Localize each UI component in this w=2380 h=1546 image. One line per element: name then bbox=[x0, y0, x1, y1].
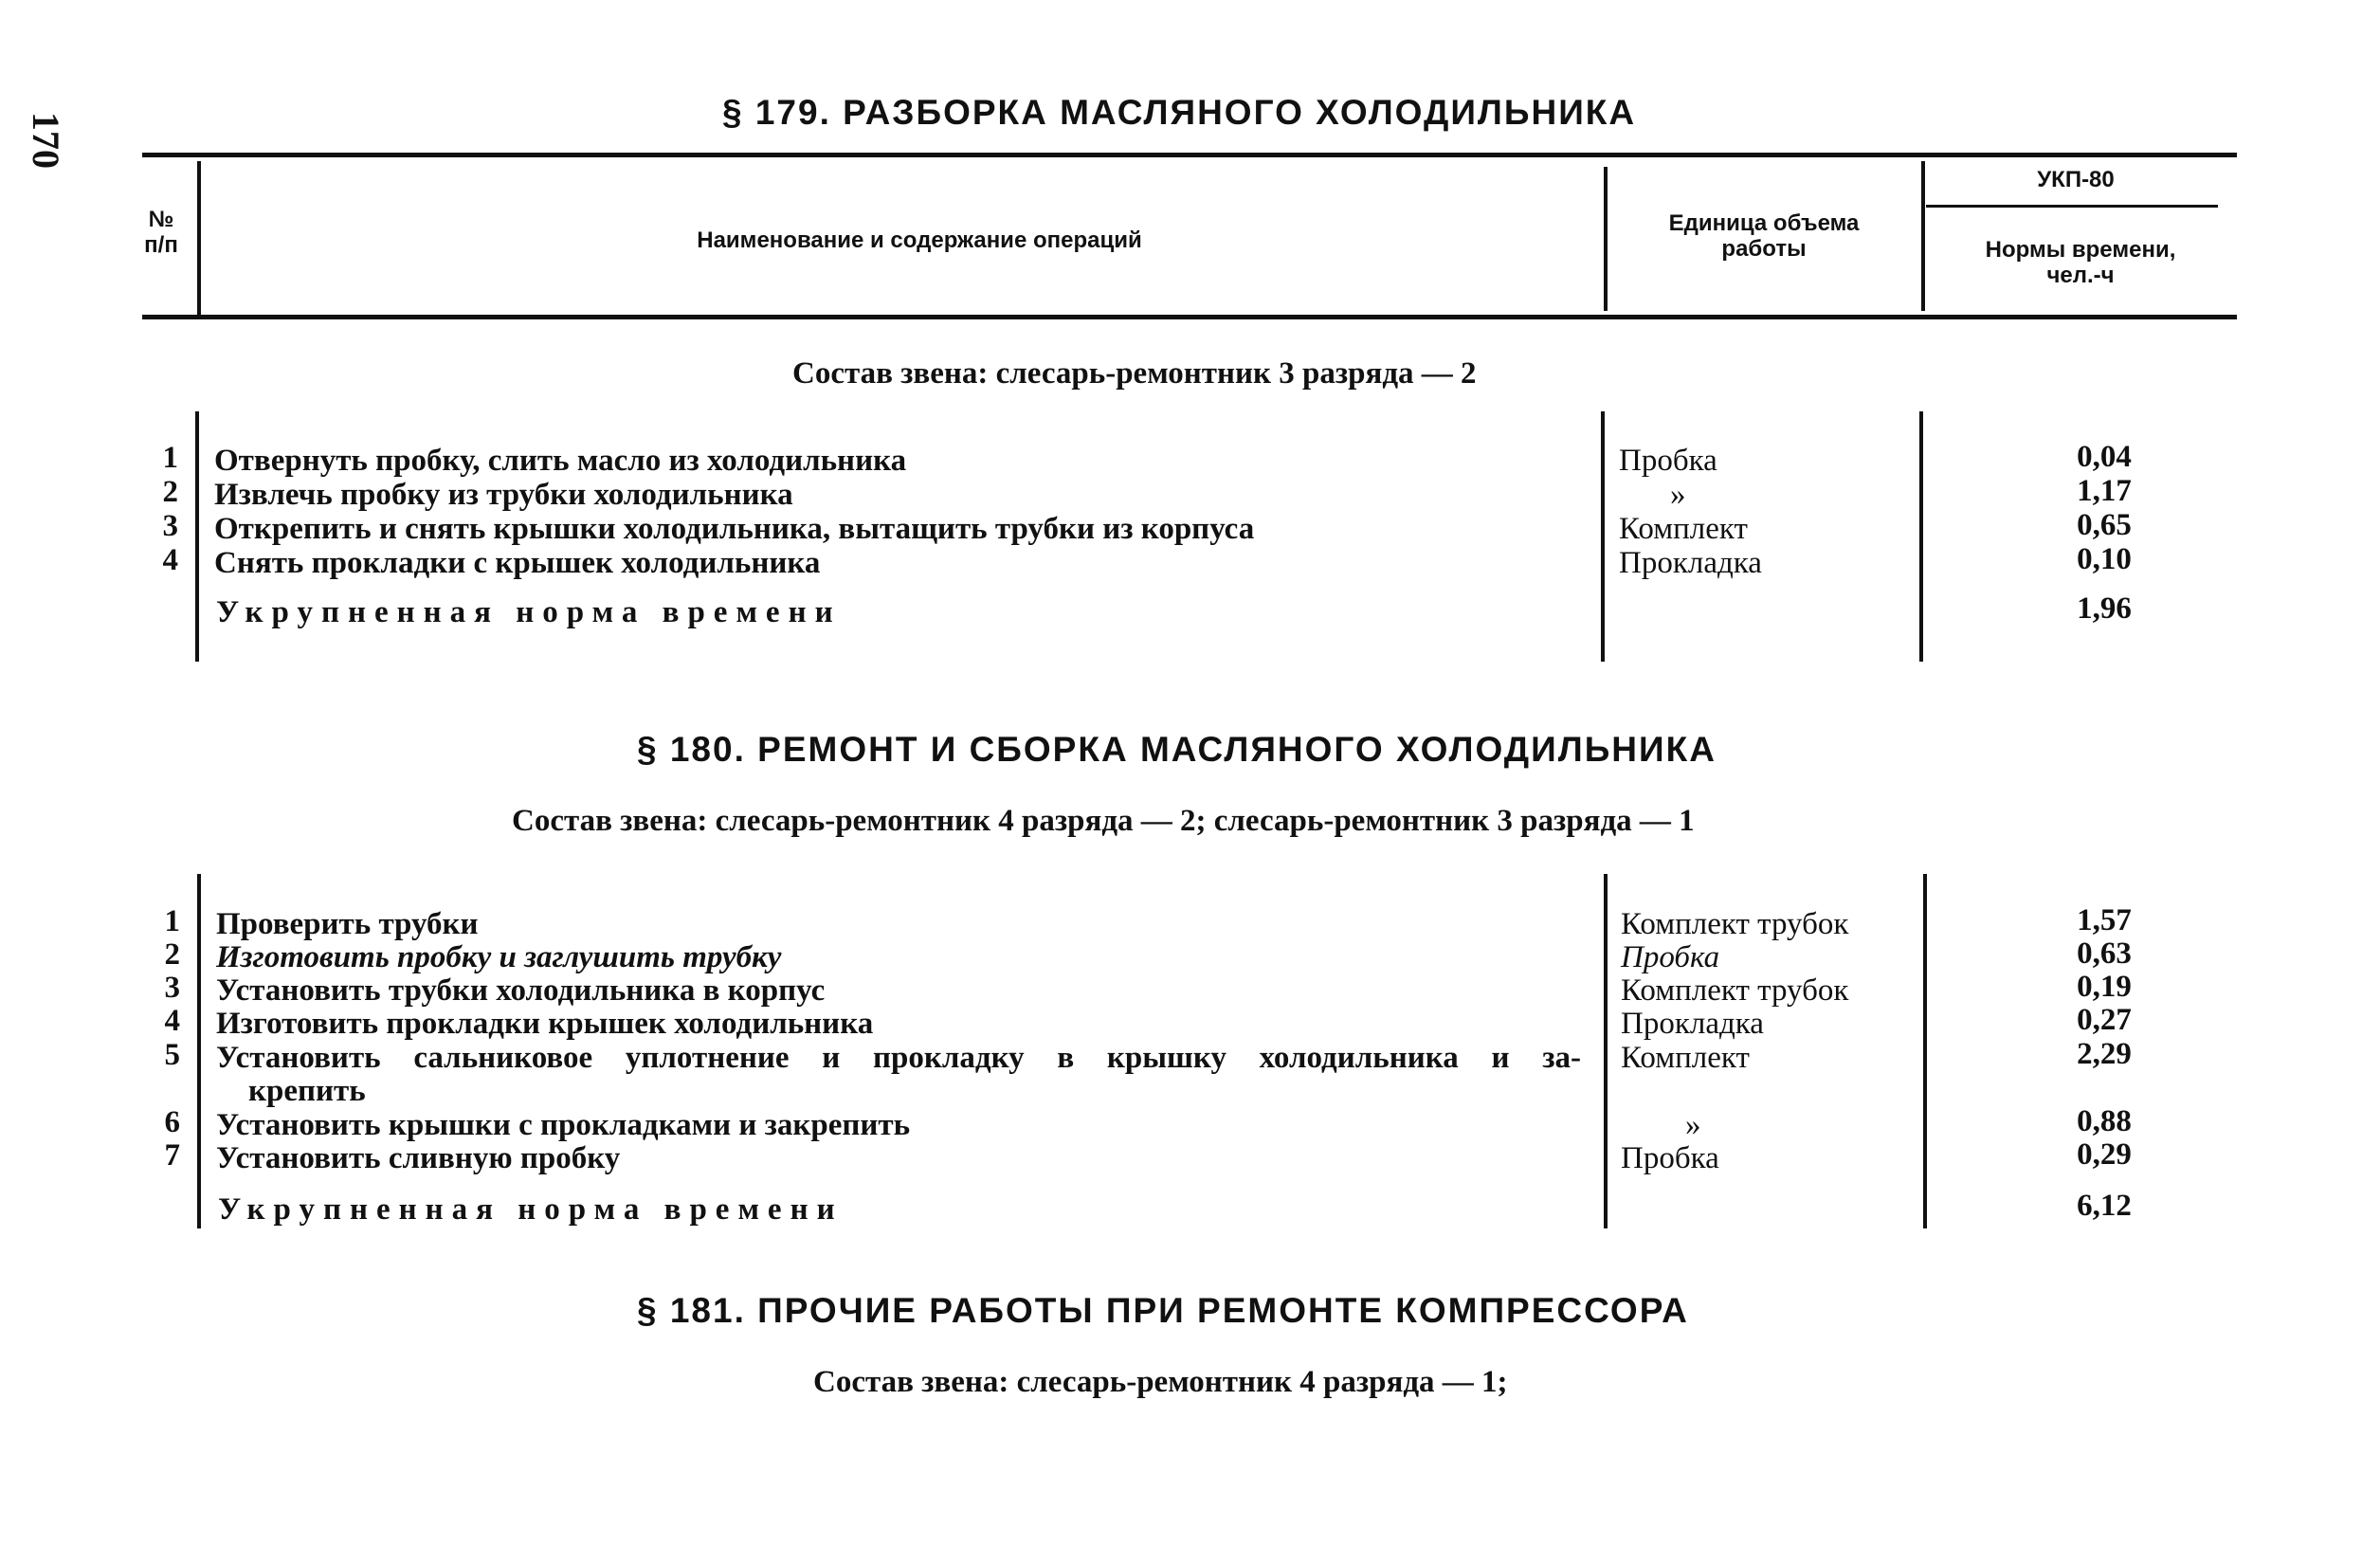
s179-sep-2 bbox=[1601, 411, 1605, 662]
s179-row4-unit: Прокладка bbox=[1619, 546, 1762, 580]
section-180-title: § 180. РЕМОНТ И СБОРКА МАСЛЯНОГО ХОЛОДИЛЬНИКА bbox=[637, 730, 1717, 769]
s180-total-value: 6,12 bbox=[2077, 1189, 2132, 1223]
s180-row6-num: 6 bbox=[164, 1105, 180, 1139]
s180-row5-unit: Комплект bbox=[1621, 1041, 1750, 1075]
s180-row1-op: Проверить трубки bbox=[216, 907, 479, 941]
s180-row5-op: Установить сальниковое уплотнение и прокладку в крышку холодильника и за- bbox=[216, 1041, 1581, 1075]
s180-row3-value: 0,19 bbox=[2077, 970, 2132, 1004]
s179-row3-unit: Комплект bbox=[1619, 512, 1748, 546]
s180-row6-value: 0,88 bbox=[2077, 1104, 2132, 1138]
s180-row5-value: 2,29 bbox=[2077, 1037, 2132, 1071]
header-col-name: Наименование и содержание операций bbox=[697, 227, 1142, 253]
s179-total-value: 1,96 bbox=[2077, 591, 2132, 626]
s179-row2-op: Извлечь пробку из трубки холодильника bbox=[214, 478, 793, 512]
s180-row2-value: 0,63 bbox=[2077, 937, 2132, 971]
s180-row6-unit: » bbox=[1685, 1108, 1701, 1142]
s180-row3-unit: Комплект трубок bbox=[1621, 973, 1849, 1008]
page-number: 170 bbox=[25, 112, 67, 169]
s180-sep-2 bbox=[1604, 874, 1608, 1228]
s179-row1-unit: Пробка bbox=[1619, 444, 1717, 478]
s180-row5-num: 5 bbox=[164, 1038, 180, 1072]
header-col-group: УКП-80 bbox=[2037, 167, 2115, 192]
header-col-num: № п/п bbox=[144, 207, 178, 258]
s180-row7-value: 0,29 bbox=[2077, 1137, 2132, 1172]
header-sep-2 bbox=[1604, 167, 1608, 311]
s179-total-label: Укрупненная норма времени bbox=[216, 595, 842, 629]
s180-row1-num: 1 bbox=[164, 904, 180, 938]
s180-row2-unit: Пробка bbox=[1621, 940, 1720, 974]
s179-sep-1 bbox=[195, 411, 199, 662]
s179-row4-op: Снять прокладки с крышек холодильника bbox=[214, 546, 821, 580]
s180-sep-1 bbox=[197, 874, 201, 1228]
s180-total-label: Укрупненная норма времени bbox=[218, 1192, 844, 1227]
header-col-norm: Нормы времени, чел.-ч bbox=[1985, 237, 2176, 288]
s180-row4-num: 4 bbox=[164, 1004, 180, 1038]
s179-row1-num: 1 bbox=[162, 441, 178, 475]
s179-row1-op: Отвернуть пробку, слить масло из холодильника bbox=[214, 444, 907, 478]
header-col-unit: Единица объема работы bbox=[1668, 210, 1860, 262]
s180-row7-unit: Пробка bbox=[1621, 1141, 1719, 1175]
section-179-title: § 179. РАЗБОРКА МАСЛЯНОГО ХОЛОДИЛЬНИКА bbox=[722, 93, 1637, 132]
s180-row5-op-cont: крепить bbox=[248, 1074, 366, 1108]
s179-row3-value: 0,65 bbox=[2077, 508, 2132, 542]
s180-row3-num: 3 bbox=[164, 971, 180, 1005]
s179-row4-value: 0,10 bbox=[2077, 542, 2132, 576]
s179-row3-op: Открепить и снять крышки холодильника, вытащить трубки из корпуса bbox=[214, 512, 1255, 546]
s180-row6-op: Установить крышки с прокладками и закрепить bbox=[216, 1108, 911, 1142]
s179-sep-3 bbox=[1919, 411, 1923, 662]
s179-row3-num: 3 bbox=[162, 509, 178, 543]
s179-row2-unit: » bbox=[1670, 478, 1686, 512]
s180-row2-op: Изготовить пробку и заглушить трубку bbox=[216, 940, 782, 974]
header-sep-3 bbox=[1921, 161, 1925, 311]
header-group-rule bbox=[1926, 205, 2218, 208]
s180-row1-value: 1,57 bbox=[2077, 903, 2132, 937]
header-top-rule bbox=[142, 153, 2237, 157]
section-181-crew: Состав звена: слесарь-ремонтник 4 разряда — 1; bbox=[813, 1365, 1508, 1399]
s180-row7-op: Установить сливную пробку bbox=[216, 1141, 621, 1175]
s179-row1-value: 0,04 bbox=[2077, 440, 2132, 474]
s180-row4-value: 0,27 bbox=[2077, 1003, 2132, 1037]
s179-row4-num: 4 bbox=[162, 543, 178, 577]
section-179-crew: Состав звена: слесарь-ремонтник 3 разряда — 2 bbox=[792, 356, 1477, 391]
section-180-crew: Состав звена: слесарь-ремонтник 4 разряда — 2; слесарь-ремонтник 3 разряда — 1 bbox=[512, 804, 1695, 838]
header-bottom-rule bbox=[142, 315, 2237, 319]
s180-row4-unit: Прокладка bbox=[1621, 1007, 1764, 1041]
s180-row4-op: Изготовить прокладки крышек холодильника bbox=[216, 1007, 874, 1041]
s180-row7-num: 7 bbox=[164, 1138, 180, 1173]
s180-sep-3 bbox=[1923, 874, 1927, 1228]
s180-row1-unit: Комплект трубок bbox=[1621, 907, 1849, 941]
s179-row2-value: 1,17 bbox=[2077, 474, 2132, 508]
s179-row2-num: 2 bbox=[162, 475, 178, 509]
section-181-title: § 181. ПРОЧИЕ РАБОТЫ ПРИ РЕМОНТЕ КОМПРЕССОРА bbox=[637, 1291, 1689, 1330]
s180-row2-num: 2 bbox=[164, 937, 180, 972]
s180-row3-op: Установить трубки холодильника в корпус bbox=[216, 973, 826, 1008]
header-sep-1 bbox=[197, 161, 201, 315]
